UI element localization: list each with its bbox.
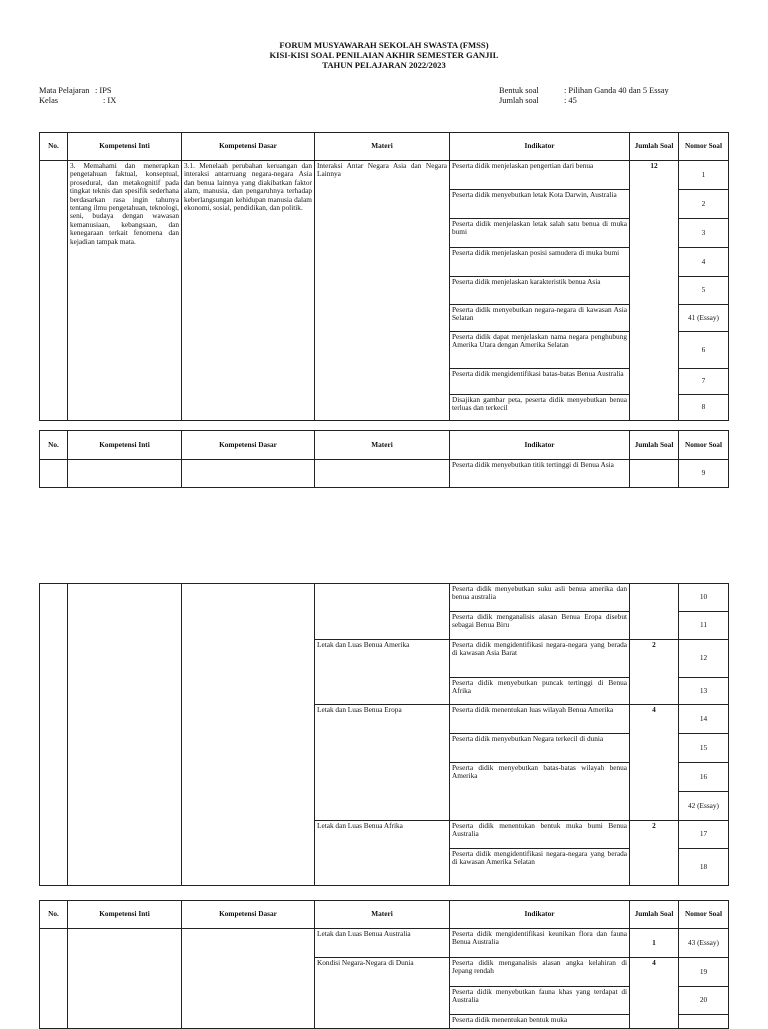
cell-nomor: 6 bbox=[679, 332, 729, 369]
cell-ki bbox=[68, 929, 182, 1029]
cell-indikator: Peserta didik menjelaskan karakteristik benua Asia bbox=[450, 277, 630, 305]
cell-nomor: 42 (Essay) bbox=[679, 792, 729, 821]
cell-nomor: 2 bbox=[679, 190, 729, 219]
header-title-3: TAHUN PELAJARAN 2022/2023 bbox=[322, 60, 446, 70]
col-indikator: Indikator bbox=[450, 901, 630, 929]
cell-indikator: Peserta didik menyebutkan puncak tertinggi di Benua Afrika bbox=[450, 678, 630, 705]
table-header-row bbox=[40, 431, 729, 460]
cell-nomor: 17 bbox=[679, 821, 729, 849]
col-no: No. bbox=[40, 133, 68, 161]
cell-indikator: Peserta didik menyebutkan negara-negara di kawasan Asia Selatan bbox=[450, 305, 630, 332]
cell-materi: Letak dan Luas Benua Amerika bbox=[315, 640, 450, 705]
col-kd: Kompetensi Dasar bbox=[182, 901, 315, 929]
col-materi: Materi bbox=[315, 133, 450, 161]
header-title-1: FORUM MUSYAWARAH SEKOLAH SWASTA (FMSS) bbox=[279, 40, 489, 50]
table-row bbox=[40, 584, 729, 612]
col-jumlah: Jumlah Soal bbox=[630, 431, 679, 460]
table-header-row bbox=[40, 901, 729, 929]
col-kd: Kompetensi Dasar bbox=[182, 431, 315, 460]
col-materi: Materi bbox=[315, 901, 450, 929]
cell-indikator: Peserta didik menentukan luas wilayah Benua Amerika bbox=[450, 705, 630, 734]
kisi-table-4 bbox=[39, 900, 729, 1029]
cell-nomor: 7 bbox=[679, 369, 729, 395]
cell-indikator: Peserta didik menganalisis alasan Benua Eropa disebut sebagai Benua Biru bbox=[450, 612, 630, 640]
cell-nomor: 19 bbox=[679, 958, 729, 987]
cell-jumlah bbox=[630, 584, 679, 640]
cell-nomor: 3 bbox=[679, 219, 729, 248]
col-indikator: Indikator bbox=[450, 133, 630, 161]
cell-jumlah: 4 bbox=[630, 958, 679, 1029]
cell-nomor: 9 bbox=[679, 460, 729, 488]
cell-no bbox=[40, 929, 68, 1029]
cell-nomor: 20 bbox=[679, 987, 729, 1015]
cell-no bbox=[40, 584, 68, 886]
cell-nomor: 43 (Essay) bbox=[679, 929, 729, 958]
cell-nomor: 11 bbox=[679, 612, 729, 640]
cell-materi: Letak dan Luas Benua Afrika bbox=[315, 821, 450, 886]
cell-nomor: 4 bbox=[679, 248, 729, 277]
bentuk-label: Bentuk soal bbox=[499, 86, 539, 95]
cell-materi: Letak dan Luas Benua Australia bbox=[315, 929, 450, 958]
cell-kd bbox=[182, 460, 315, 488]
cell-materi: Interaksi Antar Negara Asia dan Negara Lainnya bbox=[315, 161, 450, 421]
table-header-row bbox=[40, 133, 729, 161]
cell-indikator: Peserta didik mengidentifikasi keunikan flora dan fauna Benua Australia bbox=[450, 929, 630, 958]
cell-indikator: Peserta didik mengidentifikasi negara-negara yang berada di kawasan Asia Barat bbox=[450, 640, 630, 678]
mapel-label: Mata Pelajaran bbox=[39, 86, 90, 95]
col-jumlah: Jumlah Soal bbox=[630, 133, 679, 161]
kelas-value: : IX bbox=[103, 96, 117, 105]
cell-materi: Kondisi Negara-Negara di Dunia bbox=[315, 958, 450, 1029]
col-nomor: Nomor Soal bbox=[679, 901, 729, 929]
mapel-value: : IPS bbox=[95, 86, 112, 95]
cell-indikator: Peserta didik mengidentifikasi batas-batas Benua Australia bbox=[450, 369, 630, 395]
cell-nomor: 10 bbox=[679, 584, 729, 612]
cell-indikator: Peserta didik menyebutkan fauna khas yang terdapat di Australia bbox=[450, 987, 630, 1015]
cell-jumlah bbox=[630, 460, 679, 488]
cell-nomor bbox=[679, 1015, 729, 1029]
cell-indikator: Peserta didik menyebutkan suku asli benua amerika dan benua australia bbox=[450, 584, 630, 612]
cell-nomor: 18 bbox=[679, 849, 729, 886]
cell-nomor: 16 bbox=[679, 763, 729, 792]
cell-jumlah: 12 bbox=[630, 161, 679, 421]
cell-nomor: 14 bbox=[679, 705, 729, 734]
cell-no bbox=[40, 460, 68, 488]
cell-indikator: Peserta didik menyebutkan Negara terkecil di dunia bbox=[450, 734, 630, 763]
cell-materi bbox=[315, 584, 450, 640]
header-title-2: KISI-KISI SOAL PENILAIAN AKHIR SEMESTER GANJIL bbox=[269, 50, 499, 60]
col-kd: Kompetensi Dasar bbox=[182, 133, 315, 161]
cell-indikator: Peserta didik menganalisis alasan angka kelahiran di Jepang rendah bbox=[450, 958, 630, 987]
cell-jumlah: 2 bbox=[630, 640, 679, 705]
cell-kd bbox=[182, 929, 315, 1029]
col-jumlah: Jumlah Soal bbox=[630, 901, 679, 929]
cell-no bbox=[40, 161, 68, 421]
cell-nomor: 8 bbox=[679, 395, 729, 421]
jumlah-label: Jumlah soal bbox=[499, 96, 539, 105]
col-ki: Kompetensi Inti bbox=[68, 133, 182, 161]
cell-nomor: 5 bbox=[679, 277, 729, 305]
col-nomor: Nomor Soal bbox=[679, 133, 729, 161]
cell-jumlah: 1 bbox=[630, 929, 679, 958]
table-row bbox=[40, 460, 729, 488]
col-no: No. bbox=[40, 431, 68, 460]
cell-indikator: Peserta didik menjelaskan posisi samudera di muka bumi bbox=[450, 248, 630, 277]
cell-indikator: Peserta didik menentukan bentuk muka bbox=[450, 1015, 630, 1029]
cell-materi: Letak dan Luas Benua Eropa bbox=[315, 705, 450, 821]
table-row bbox=[40, 161, 729, 190]
cell-ki: 3. Memahami dan menerapkan pengetahuan faktual, konseptual, prosedural, dan metakognitif pada tingkat teknis dan spesifik sederhana berdasarkan rasa ingin tahunya tentang ilmu pengetahuan, teknologi, seni, budaya dengan wawasan kemanusiaan, kebangsaan, dan kenegaraan terkait fenomena dan kejadian tampak mata. bbox=[68, 161, 182, 421]
col-indikator: Indikator bbox=[450, 431, 630, 460]
kelas-label: Kelas bbox=[39, 96, 59, 105]
cell-kd bbox=[182, 584, 315, 886]
cell-indikator: Peserta didik menyebutkan batas-batas wilayah benua Amerika bbox=[450, 763, 630, 821]
col-materi: Materi bbox=[315, 431, 450, 460]
cell-indikator: Peserta didik mengidentifikasi negara-negara yang berada di kawasan Amerika Selatan bbox=[450, 849, 630, 886]
kisi-table-2 bbox=[39, 430, 729, 488]
kisi-table-3 bbox=[39, 583, 729, 886]
cell-indikator: Peserta didik menentukan bentuk muka bumi Benua Australia bbox=[450, 821, 630, 849]
cell-ki bbox=[68, 460, 182, 488]
bentuk-value: : Pilihan Ganda 40 dan 5 Essay bbox=[564, 86, 669, 95]
cell-jumlah: 4 bbox=[630, 705, 679, 821]
cell-indikator: Peserta didik menyebutkan letak Kota Darwin, Australia bbox=[450, 190, 630, 219]
cell-indikator: Peserta didik dapat menjelaskan nama negara penghubung Amerika Utara dengan Amerika Selatan bbox=[450, 332, 630, 369]
jumlah-value: : 45 bbox=[564, 96, 577, 105]
cell-indikator: Peserta didik menjelaskan pengertian dari benua bbox=[450, 161, 630, 190]
kisi-table-1 bbox=[39, 132, 729, 421]
col-ki: Kompetensi Inti bbox=[68, 431, 182, 460]
table-row bbox=[40, 929, 729, 958]
cell-nomor: 1 bbox=[679, 161, 729, 190]
cell-ki bbox=[68, 584, 182, 886]
cell-nomor: 41 (Essay) bbox=[679, 305, 729, 332]
col-nomor: Nomor Soal bbox=[679, 431, 729, 460]
cell-materi bbox=[315, 460, 450, 488]
cell-kd: 3.1. Menelaah perubahan keruangan dan interaksi antarruang negara-negara Asia dan benua lainnya yang diakibatkan faktor alam, manusia, dan pengaruhnya terhadap keberlangsungan kehidupan manusia dalam ekonomi, sosial, pendidikan, dan politik. bbox=[182, 161, 315, 421]
cell-nomor: 15 bbox=[679, 734, 729, 763]
cell-nomor: 13 bbox=[679, 678, 729, 705]
cell-indikator: Peserta didik menjelaskan letak salah satu benua di muka bumi bbox=[450, 219, 630, 248]
cell-indikator: Disajikan gambar peta, peserta didik menyebutkan benua terluas dan terkecil bbox=[450, 395, 630, 421]
col-no: No. bbox=[40, 901, 68, 929]
cell-jumlah: 2 bbox=[630, 821, 679, 886]
cell-nomor: 12 bbox=[679, 640, 729, 678]
cell-indikator: Peserta didik menyebutkan titik tertinggi di Benua Asia bbox=[450, 460, 630, 488]
col-ki: Kompetensi Inti bbox=[68, 901, 182, 929]
